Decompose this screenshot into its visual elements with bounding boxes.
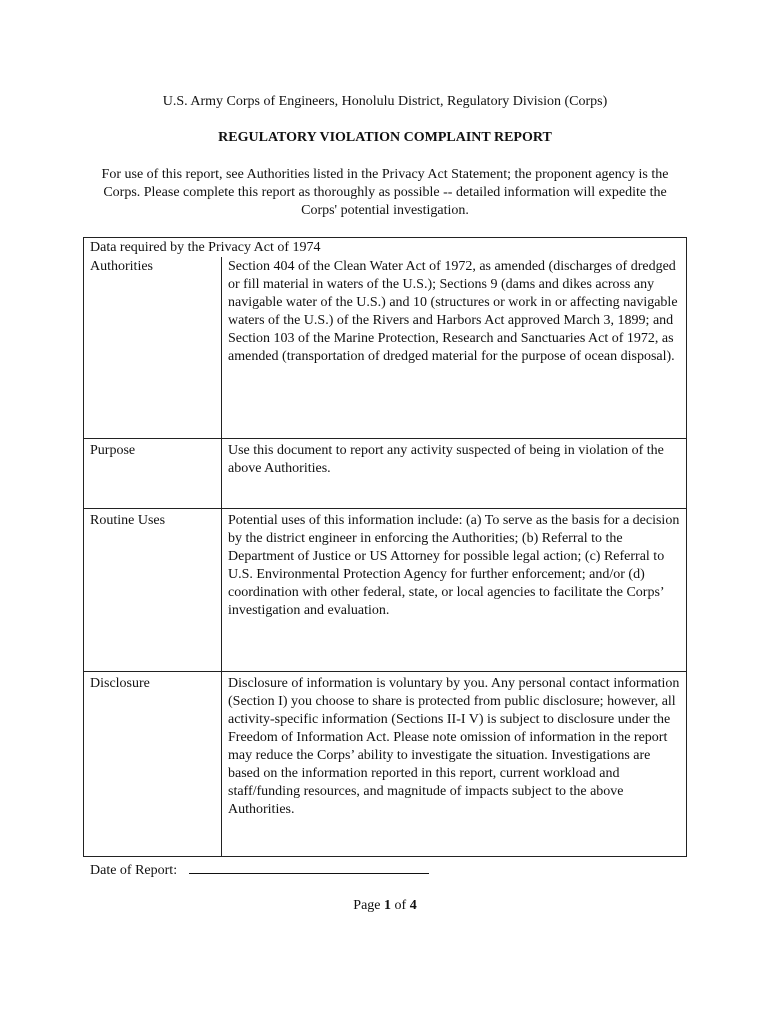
row-text-purpose: Use this document to report any activity suspected of being in violation of the above Authorities.	[222, 438, 687, 508]
row-label-authorities: Authorities	[84, 257, 222, 438]
table-row	[84, 438, 687, 508]
row-label-purpose: Purpose	[84, 438, 222, 508]
page-of: of	[394, 898, 407, 913]
agency-line: U.S. Army Corps of Engineers, Honolulu District, Regulatory Division (Corps)	[162, 94, 608, 109]
page-current: 1	[384, 898, 392, 913]
date-of-report-row	[90, 859, 429, 879]
privacy-table-heading: Data required by the Privacy Act of 1974	[84, 238, 687, 258]
table-row	[84, 671, 687, 856]
intro-paragraph: For use of this report, see Authorities listed in the Privacy Act Statement; the proponent agency is the Corps. Please complete this report as thoroughly as possible -- detailed information will expedite the Corps' potential investigation.	[101, 167, 669, 218]
row-text-authorities: Section 404 of the Clean Water Act of 1972, as amended (discharges of dredged or fill material in waters of the U.S.); Sections 9 (dams and dikes across any navigable water of the U.S.) and 10 (structures or work in or affecting navigable waters of the U.S.) of the Rivers and Harbors Act approved March 3, 1899; and Section 103 of the Marine Protection, Research and Sanctuaries Act of 1972, as amended (transportation of dredged material for the purpose of ocean disposal).	[222, 257, 687, 438]
privacy-act-table	[83, 237, 687, 857]
row-label-routine-uses: Routine Uses	[84, 508, 222, 671]
page-prefix: Page	[353, 898, 381, 913]
page-number	[0, 898, 770, 914]
table-row	[84, 257, 687, 438]
table-row	[84, 508, 687, 671]
date-of-report-label: Date of Report:	[90, 863, 178, 878]
row-text-routine-uses: Potential uses of this information include: (a) To serve as the basis for a decision by the district engineer in enforcing the Authorities; (b) Referral to the Department of Justice or US Attorney for possible legal action; (c) Referral to U.S. Environmental Protection Agency for further enforcement; and/or (d) coordination with other federal, state, or local agencies to facilitate the Corps’ investigation and evaluation.	[222, 508, 687, 671]
report-title: REGULATORY VIOLATION COMPLAINT REPORT	[218, 130, 552, 145]
row-text-disclosure: Disclosure of information is voluntary by you. Any personal contact information (Section I) you choose to share is protected from public disclosure; however, all activity-specific information (Sections II-I V) is subject to disclosure under the Freedom of Information Act. Please note omission of information in the report may reduce the Corps’ ability to investigate the situation. Investigations are based on the information reported in this report, current workload and staff/funding resources, and magnitude of impacts subject to the above Authorities.	[222, 671, 687, 856]
page-total: 4	[409, 898, 417, 913]
row-label-disclosure: Disclosure	[84, 671, 222, 856]
date-of-report-field[interactable]	[189, 859, 429, 874]
